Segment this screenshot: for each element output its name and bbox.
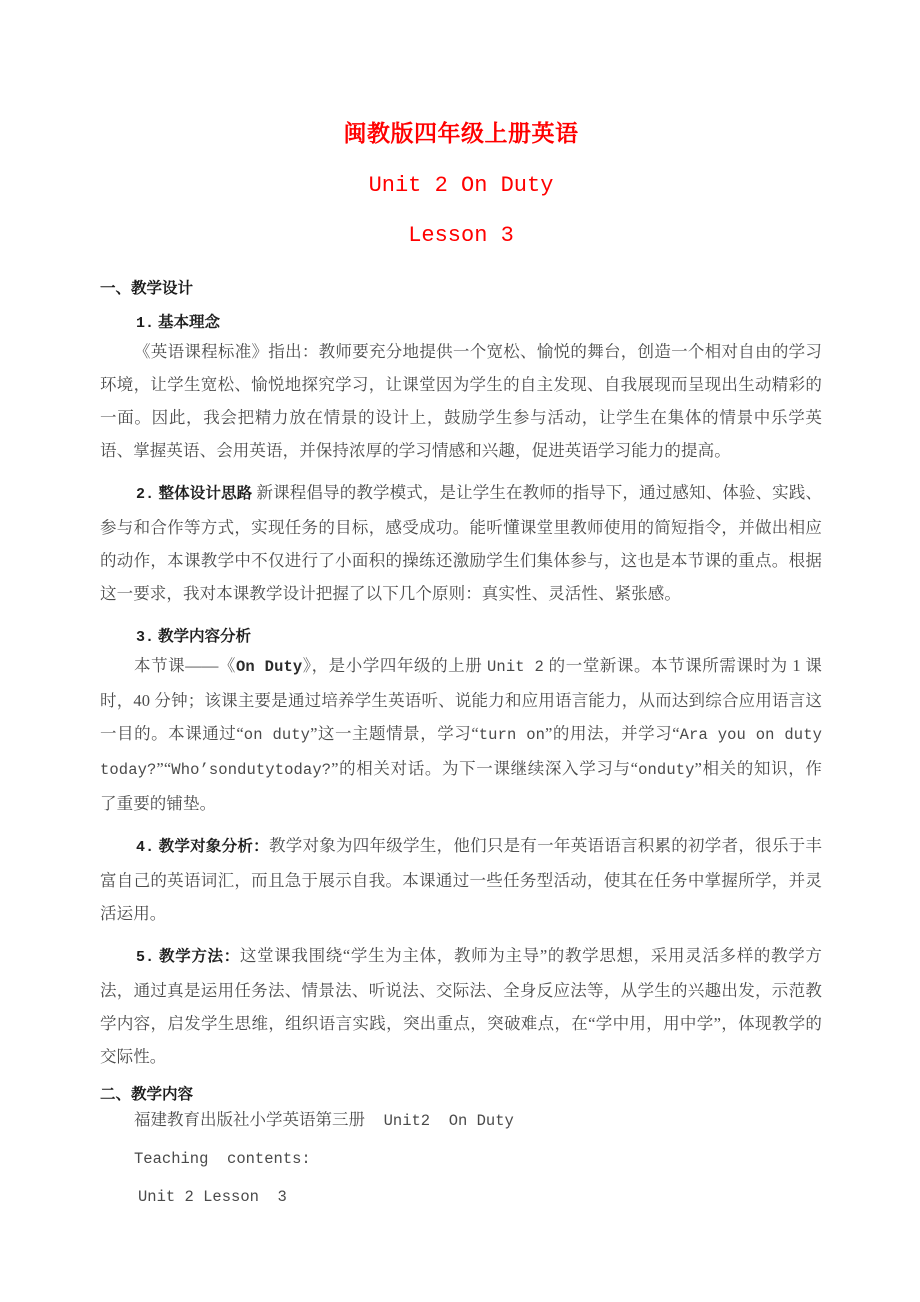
paragraph-content-analysis [100, 645, 822, 820]
text-run: ”的相关对话。为下一课继续深入学习与 [331, 759, 631, 779]
text-run: Teaching contents: [134, 1149, 311, 1168]
paragraph-teaching-methods [100, 930, 822, 1073]
text-run: “ [236, 724, 244, 744]
text-run: “ [163, 759, 172, 779]
page-title: 闽教版四年级上册英语 [343, 121, 579, 147]
runin-lead [100, 836, 269, 855]
text-run: Unit 2 Lesson 3 [138, 1187, 287, 1206]
sub-heading-content-analysis [100, 610, 822, 645]
runin-lead [100, 946, 240, 965]
paragraph-body: 这堂课我围绕“学生为主体，教师为主导”的教学思想，采用灵活多样的教学方法，通过真是运用任务法、情景法、听说法、交际法、全身反应法等，从学生的兴趣出发，示范教学内容，启发学生思维，组织语言实践，突出重点，突破难点，在“学中用，用中学”，体现教学的交际性。 [100, 946, 822, 1067]
text-run: On Duty [235, 658, 303, 677]
text-run: “ [672, 724, 680, 744]
text-run: ”相关的知识，作了重要的铺垫。 [100, 759, 823, 814]
sub-heading-number: 3. [136, 629, 155, 647]
text-run: 本节课——《 [134, 656, 236, 676]
unit-title: Unit 2 On Duty [368, 173, 554, 199]
sub-heading-label: 基本理念 [158, 313, 221, 332]
text-run: “ [471, 724, 479, 744]
text-run: Unit2 On Duty [365, 1111, 514, 1130]
text-run: turn on [478, 726, 546, 745]
text-run: ”的用法，并学习 [545, 724, 673, 744]
sub-heading-label: 整体设计思路 [158, 484, 253, 503]
document-content [100, 0, 822, 1214]
section-heading-teaching-design: 一、教学设计 [100, 278, 194, 297]
text-run: ”这一主题情景，学习 [310, 724, 472, 744]
sub-heading-number: 1. [136, 315, 155, 333]
paragraph-body: 新课程倡导的教学模式，是让学生在教师的指导下，通过感知、体验、实践、参与和合作等方式，实现任务的目标，感受成功。能听懂课堂里教师使用的简短指令，并做出相应的动作，本课教学中不仅进行了小面积的操练还激励学生们集体参与，这也是本节课的重点。根据这一要求，我对本课教学设计把握了以下几个原则：真实性、灵活性、紧张感。 [100, 483, 822, 604]
text-run: on duty [243, 726, 311, 745]
sub-heading-label: 教学方法： [159, 947, 240, 966]
content-line-textbook [100, 1103, 822, 1138]
paragraph-basic-concept: 《英语课程标准》指出：教师要充分地提供一个宽松、愉悦的舞台，创造一个相对自由的学习环境，让学生宽松、愉悦地探究学习，让课堂因为学生的自主发现、自我展现而呈现出生动精彩的一面。因此，我会把精力放在情景的设计上，鼓励学生参与活动，让学生在集体的情景中乐学英语、掌握英语、会用英语，并保持浓厚的学习情感和兴趣，促进英语学习能力的提高。 [100, 342, 822, 461]
sub-heading-label: 教学对象分析： [158, 837, 269, 856]
sub-heading-number: 5. [136, 949, 155, 967]
text-run: onduty [638, 761, 695, 780]
lesson-title: Lesson 3 [408, 223, 514, 249]
sub-heading-number: 2. [136, 486, 155, 504]
section-heading-teaching-content: 二、教学内容 [100, 1085, 194, 1104]
text-run: Unit 2 [487, 658, 544, 677]
text-run: 福建教育出版社小学英语第三册 [134, 1109, 365, 1129]
sub-heading-basic-concept [100, 296, 822, 331]
text-run: “ [630, 759, 639, 779]
runin-lead [100, 483, 252, 502]
paragraph-audience-analysis [100, 820, 822, 930]
text-run: Who’sondutytoday? [171, 761, 332, 780]
sub-heading-number: 4. [136, 839, 155, 857]
paragraph-overall-design [100, 467, 822, 610]
content-line-teaching-contents [100, 1138, 822, 1176]
sub-heading-label: 教学内容分析 [158, 627, 252, 646]
text-run: ” [156, 759, 164, 779]
text-run: 的一堂新课。本节课所需课时为 1 课时，40 分钟；该课主要是通过培养学生英语听、说能力和应用语言能力，从而达到综合应用语言这一目的。本课通过 [100, 656, 823, 744]
text-run: Ara you on duty today? [100, 726, 823, 780]
content-line-unit-lesson [100, 1176, 822, 1214]
paragraph-body: 教学对象为四年级学生，他们只是有一年英语语言积累的初学者，很乐于丰富自己的英语词汇，而且急于展示自我。本课通过一些任务型活动，使其在任务中掌握所学，并灵活运用。 [100, 836, 822, 924]
text-run: 》，是小学四年级的上册 [302, 656, 488, 676]
